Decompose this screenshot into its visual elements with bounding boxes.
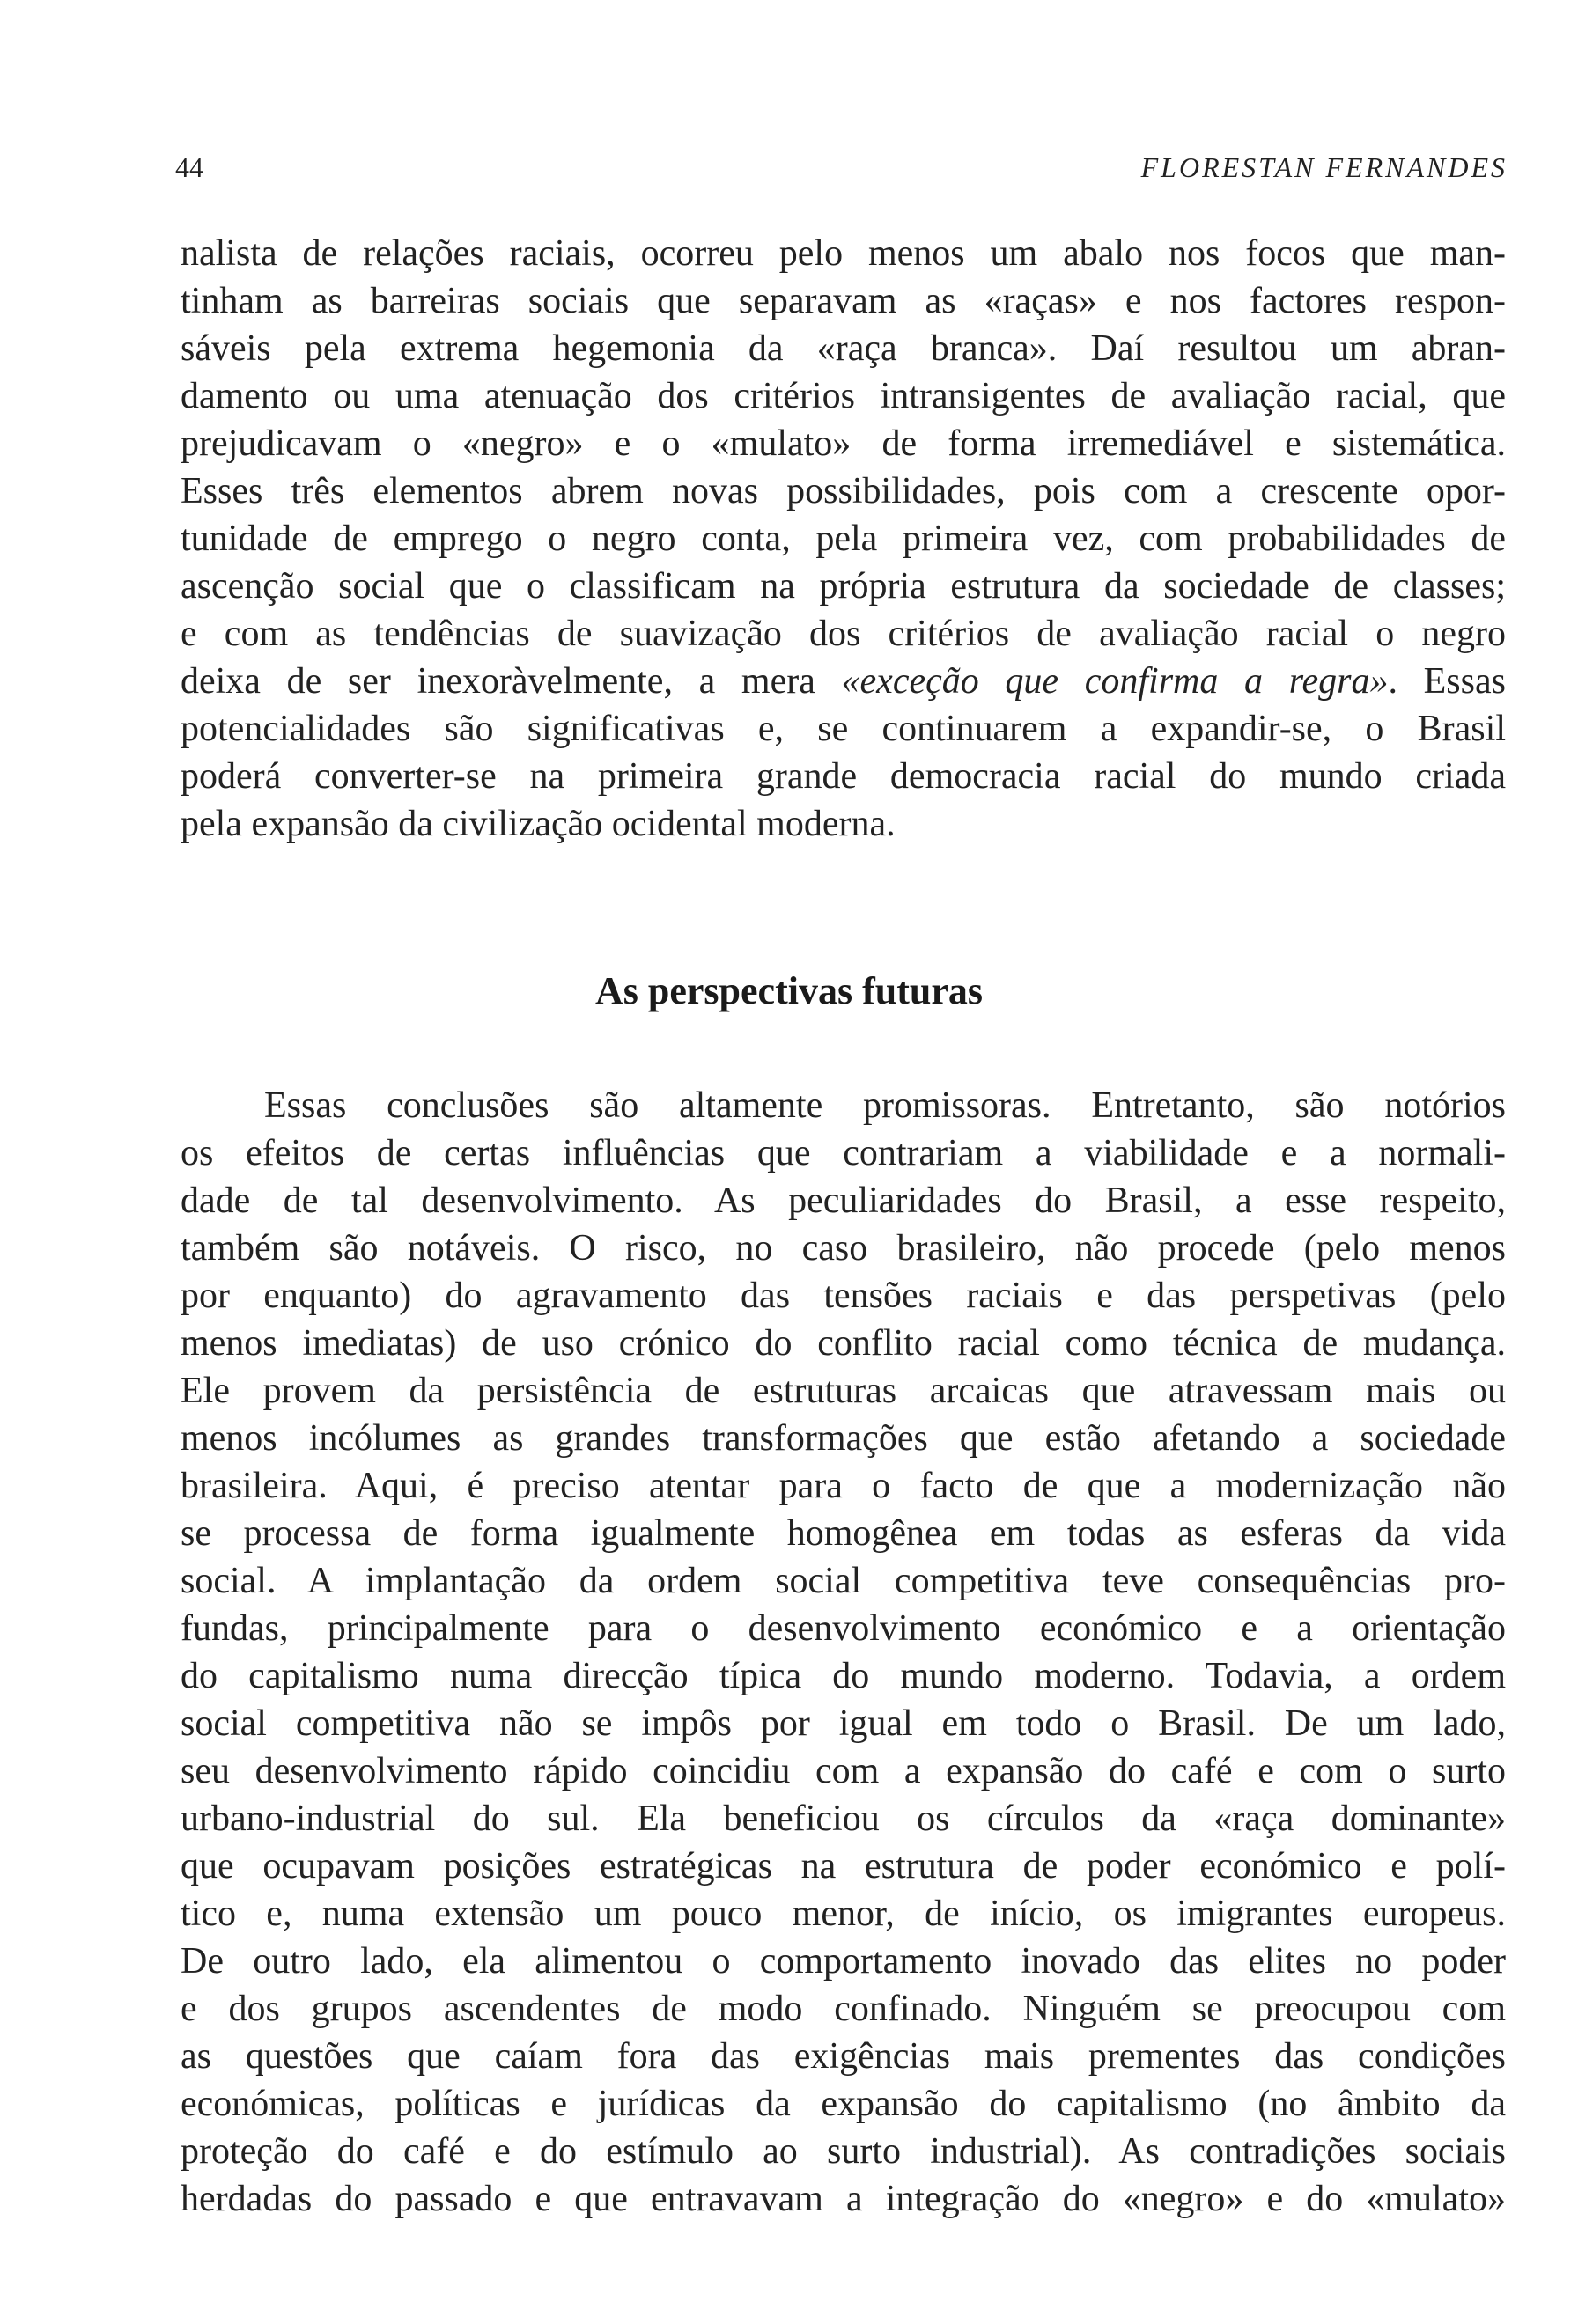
text-line — [181, 658, 1506, 705]
text-line: social competitiva não se impôs por igual em todo o Brasil. De um lado, — [181, 1703, 1506, 1744]
text-run: . Essas — [1388, 661, 1506, 702]
text-line: herdadas do passado e que entravavam a integração do «negro» e do «mulato» — [181, 2179, 1506, 2219]
text-line: que ocupavam posições estratégicas na estrutura de poder económico e polí- — [181, 1846, 1506, 1886]
text-line: seu desenvolvimento rápido coincidiu com a expansão do café e com o surto — [181, 1751, 1506, 1791]
text-line: proteção do café e do estímulo ao surto industrial). As contradições sociais — [181, 2131, 1506, 2172]
text-line: nalista de relações raciais, ocorreu pelo menos um abalo nos focos que man- — [181, 233, 1506, 274]
text-run: deixa de ser inexoràvelmente, a mera — [181, 661, 842, 702]
text-line: do capitalismo numa direcção típica do mundo moderno. Todavia, a ordem — [181, 1656, 1506, 1696]
text-line: Ele provem da persistência de estruturas arcaicas que atravessam mais ou — [181, 1371, 1506, 1411]
text-line: De outro lado, ela alimentou o comportamento inovado das elites no poder — [181, 1941, 1506, 1982]
paragraph — [181, 230, 1506, 848]
text-line: urbano-industrial do sul. Ela beneficiou os círculos da «raça dominante» — [181, 1798, 1506, 1839]
text-line: Essas conclusões são altamente promissoras. Entretanto, são notórios — [264, 1085, 1506, 1126]
text-line: potencialidades são significativas e, se continuarem a expandir-se, o Brasil — [181, 709, 1506, 749]
text-line: sáveis pela extrema hegemonia da «raça branca». Daí resultou um abran- — [181, 328, 1506, 369]
text-line: tinham as barreiras sociais que separavam as «raças» e nos factores respon- — [181, 281, 1506, 321]
running-head: FLORESTAN FERNANDES — [1140, 151, 1508, 183]
text-line: tico e, numa extensão um pouco menor, de início, os imigrantes europeus. — [181, 1894, 1506, 1934]
text-line: as questões que caíam fora das exigências mais prementes das condições — [181, 2036, 1506, 2077]
text-line: também são notáveis. O risco, no caso brasileiro, não procede (pelo menos — [181, 1228, 1506, 1269]
paragraph — [181, 1082, 1506, 2223]
page-header — [175, 145, 1508, 189]
text-line: brasileira. Aqui, é preciso atentar para o facto de que a modernização não — [181, 1466, 1506, 1506]
text-line: prejudicavam o «negro» e o «mulato» de forma irremediável e sistemática. — [181, 423, 1506, 464]
text-line: e com as tendências de suavização dos critérios de avaliação racial o negro — [181, 614, 1506, 654]
text-line: tunidade de emprego o negro conta, pela primeira vez, com probabilidades de — [181, 518, 1506, 559]
text-line: dade de tal desenvolvimento. As peculiaridades do Brasil, a esse respeito, — [181, 1180, 1506, 1221]
text-line: Esses três elementos abrem novas possibilidades, pois com a crescente opor- — [181, 471, 1506, 511]
text-line: poderá converter-se na primeira grande democracia racial do mundo criada — [181, 756, 1506, 797]
section-heading: As perspectivas futuras — [595, 969, 983, 1012]
text-line: por enquanto) do agravamento das tensões raciais e das perspetivas (pelo — [181, 1276, 1506, 1316]
text-line: económicas, políticas e jurídicas da expansão do capitalismo (no âmbito da — [181, 2084, 1506, 2124]
text-line: os efeitos de certas influências que contrariam a viabilidade e a normali- — [181, 1133, 1506, 1173]
text-line: menos imediatas) de uso crónico do conflito racial como técnica de mudança. — [181, 1323, 1506, 1364]
text-line: se processa de forma igualmente homogênea em todas as esferas da vida — [181, 1513, 1506, 1554]
text-line: pela expansão da civilização ocidental moderna. — [181, 804, 896, 844]
text-line: ascenção social que o classificam na própria estrutura da sociedade de classes; — [181, 566, 1506, 607]
italic-quote: «exceção que confirma a regra» — [841, 661, 1389, 702]
text-line: social. A implantação da ordem social competitiva teve consequências pro- — [181, 1561, 1506, 1601]
text-line: menos incólumes as grandes transformações que estão afetando a sociedade — [181, 1418, 1506, 1459]
text-line: e dos grupos ascendentes de modo confinado. Ninguém se preocupou com — [181, 1989, 1506, 2029]
text-line: fundas, principalmente para o desenvolvimento económico e a orientação — [181, 1608, 1506, 1649]
text-line: damento ou uma atenuação dos critérios intransigentes de avaliação racial, que — [181, 376, 1506, 416]
page-number: 44 — [175, 151, 203, 183]
